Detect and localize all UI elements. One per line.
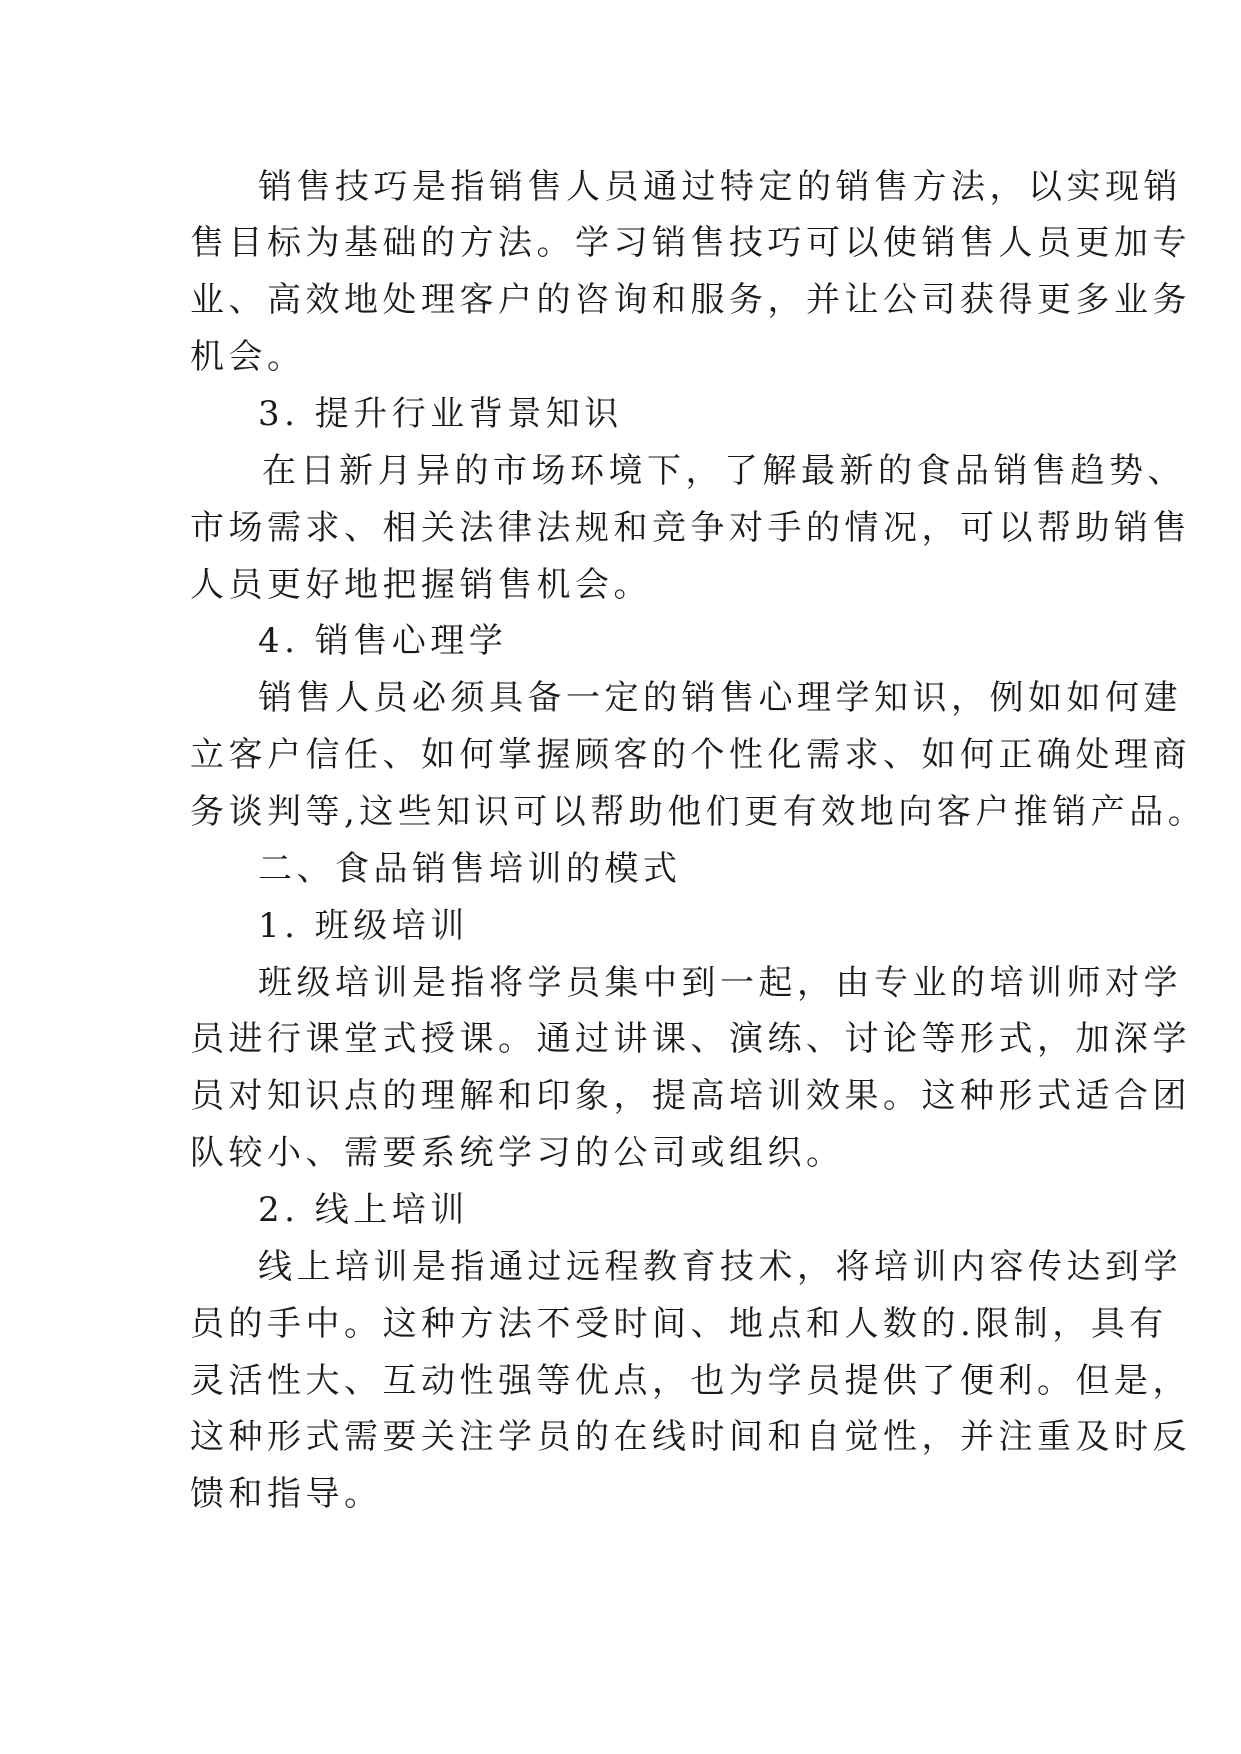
section-heading: 2. 线上培训	[258, 1190, 469, 1230]
text-line: 人员更好地把握销售机会。	[190, 565, 652, 605]
text-line: 销售人员必须具备一定的销售心理学知识，例如如何建	[258, 678, 1182, 718]
text-line: 员对知识点的理解和印象，提高培训效果。这种形式适合团	[190, 1076, 1191, 1116]
text-line: 员进行课堂式授课。通过讲课、演练、讨论等形式，加深学	[190, 1019, 1191, 1059]
text-line: 销售技巧是指销售人员通过特定的销售方法，以实现销	[258, 167, 1182, 207]
text-line: 班级培训是指将学员集中到一起，由专业的培训师对学	[258, 963, 1182, 1003]
text-line: 业、高效地处理客户的咨询和服务，并让公司获得更多业务	[190, 280, 1191, 320]
text-line: 这种形式需要关注学员的在线时间和自觉性，并注重及时反	[190, 1417, 1191, 1457]
text-line: 市场需求、相关法律法规和竞争对手的情况，可以帮助销售	[190, 508, 1191, 548]
text-line: 在日新月异的市场环境下，了解最新的食品销售趋势、	[262, 451, 1186, 491]
text-line: 队较小、需要系统学习的公司或组织。	[190, 1133, 845, 1173]
section-heading: 二、食品销售培训的模式	[258, 849, 682, 889]
section-heading: 4. 销售心理学	[258, 621, 508, 661]
text-line: 馈和指导。	[190, 1474, 383, 1514]
text-line: 机会。	[190, 337, 306, 377]
text-line: 立客户信任、如何掌握顾客的个性化需求、如何正确处理商	[190, 735, 1191, 775]
text-line: 员的手中。这种方法不受时间、地点和人数的.限制，具有	[190, 1304, 1168, 1344]
text-line: 务谈判等,这些知识可以帮助他们更有效地向客户推销产品。	[190, 792, 1207, 832]
text-line: 售目标为基础的方法。学习销售技巧可以使销售人员更加专	[190, 223, 1191, 263]
text-line: 灵活性大、互动性强等优点，也为学员提供了便利。但是，	[190, 1361, 1191, 1401]
section-heading: 1. 班级培训	[258, 906, 469, 946]
text-line: 线上培训是指通过远程教育技术，将培训内容传达到学	[258, 1247, 1182, 1287]
section-heading: 3. 提升行业背景知识	[258, 394, 623, 434]
